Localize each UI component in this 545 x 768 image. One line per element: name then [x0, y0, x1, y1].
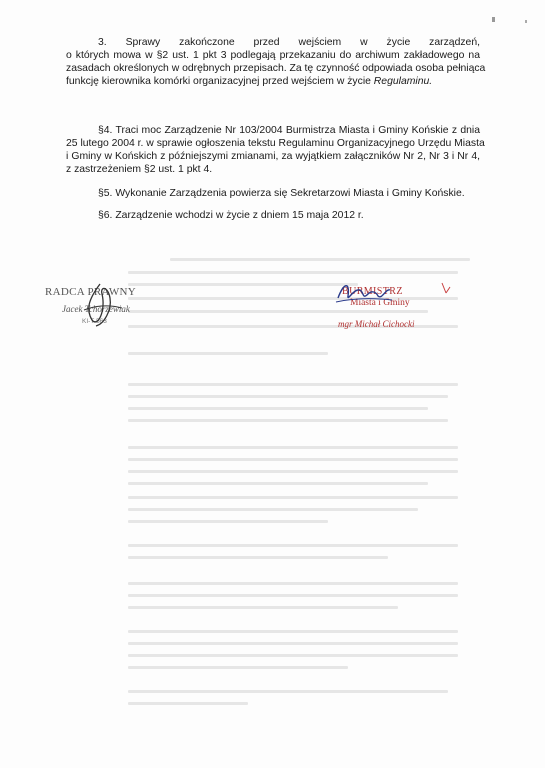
paragraph-5-text: §5. Wykonanie Zarządzenia powierza się Sekretarzowi Miasta i Gminy Końskie. [98, 188, 465, 199]
legal-advisor-title: RADCA PRAWNY [45, 286, 137, 298]
paragraph-3-last-line [66, 75, 480, 88]
mayor-name: mgr Michał Cichocki [338, 319, 415, 329]
paragraph-4-line: i Gminy w Końskich z późniejszymi zmianami, za wyjątkiem załączników Nr 2, Nr 3 i Nr 4, [66, 151, 480, 162]
paragraph-6-text: §6. Zarządzenie wchodzi w życie z dniem 15 maja 2012 r. [98, 210, 364, 221]
paragraph-4-line: 25 lutego 2004 r. w sprawie ogłoszenia tekstu Regulaminu Organizacyjnego Urzędu Miasta [66, 138, 485, 149]
paragraph-3-line: zasadach określonych w odrębnych przepisach. Za tę czynność odpowiada osoba pełniąca [66, 63, 486, 74]
scan-speck [492, 17, 495, 22]
regulamin-italic: Regulaminu. [373, 76, 433, 87]
mayor-title: BURMISTRZ [342, 286, 403, 297]
paragraph-4 [66, 124, 485, 176]
paragraph-3-line: o których mowa w §2 ust. 1 pkt 3 podlegają przekazaniu do archiwum zakładowego na [66, 50, 480, 61]
legal-advisor-number: KI-T-563 [82, 318, 107, 325]
red-check-mark [440, 281, 452, 295]
mayor-subtitle: Miasta i Gminy [350, 298, 410, 308]
mayor-signature [334, 278, 394, 308]
paragraph-6 [66, 209, 480, 222]
paragraph-4-line: §4. Traci moc Zarządzenie Nr 103/2004 Burmistrza Miasta i Gminy Końskie z dnia [98, 125, 480, 136]
scan-speck [525, 20, 527, 23]
paragraph-3 [66, 36, 486, 88]
paragraph-3-line: 3. Sprawy zakończone przed wejściem w życie zarządzeń, [98, 37, 480, 48]
legal-advisor-name: Jacek Tchórzewiak [62, 304, 130, 314]
paragraph-4-last-line: z zastrzeżeniem §2 ust. 1 pkt 4. [66, 164, 213, 175]
paragraph-3-last-text: funkcję kierownika komórki organizacyjnej przed wejściem w życie [66, 76, 374, 87]
legal-advisor-signature [78, 280, 128, 330]
paragraph-5 [66, 187, 480, 200]
